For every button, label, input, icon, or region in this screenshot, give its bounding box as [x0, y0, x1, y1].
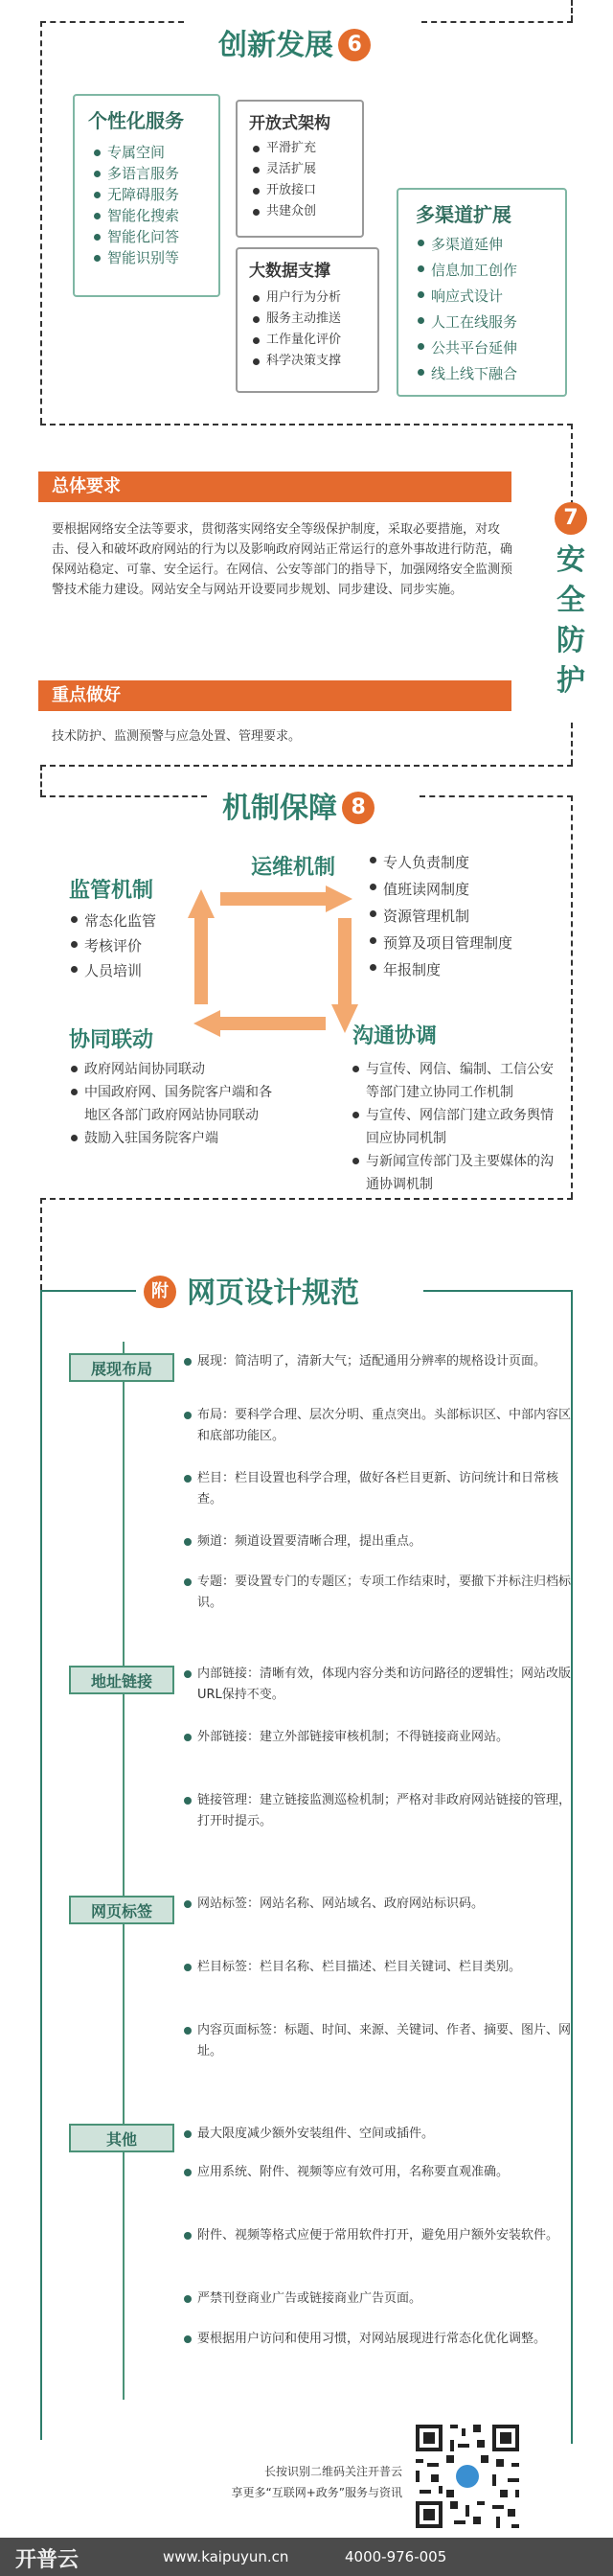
open-architecture-box: [236, 100, 364, 238]
operation-title: 运维机制: [251, 856, 336, 880]
timeline-line: [40, 765, 573, 767]
supervision-list: [69, 908, 156, 983]
caption-line: 长按识别二维码关注开普云: [263, 2465, 402, 2478]
tag-other: 其他: [69, 2124, 174, 2152]
footer-bar: [0, 2538, 613, 2576]
communication-title: 沟通协调: [352, 1024, 438, 1048]
list-item: 用户行为分析: [251, 288, 341, 309]
list-item: 无障碍服务: [92, 184, 179, 205]
timeline-line: [40, 795, 207, 797]
list-item: 平滑扩充: [251, 138, 316, 159]
section-number: 6: [338, 29, 371, 61]
side-char: 安: [556, 543, 585, 577]
footer-url[interactable]: www.kaipuyun.cn: [163, 2548, 289, 2565]
list-item: 鼓励入驻国务院客户端: [69, 1127, 280, 1150]
coordination-list: [69, 1058, 280, 1150]
list-item: 内容页面标签：标题、时间、来源、关键词、作者、摘要、图片、网址。: [182, 2020, 575, 2062]
list-item: 科学决策支撑: [251, 351, 341, 372]
communication-list: [351, 1058, 557, 1196]
list-item: 智能化搜索: [92, 205, 179, 226]
list-item: 值班读网制度: [368, 876, 512, 903]
list-item: 展现：简洁明了，清新大气；适配通用分辨率的规格设计页面。: [182, 1351, 575, 1372]
list-item: 内部链接：清晰有效，体现内容分类和访问路径的逻辑性；网站改版URL保持不变。: [182, 1664, 575, 1706]
timeline-line: [40, 1198, 42, 1290]
appendix-line-left-vertical: [40, 1290, 42, 2440]
overall-requirement-text: 要根据网络安全法等要求，贯彻落实网络安全等级保护制度，采取必要措施，对攻击、侵入和破坏政府网站的行为以及影响政府网站正常运行的意外事故进行防范，确保网站稳定、可靠、安全运行。在网信、公安等部门的指导下，加强网络安全监测预警技术能力建设。网站安全与网站开设要同步规划、同步建设、同步实施。: [52, 522, 513, 597]
appendix-line-right: [423, 1290, 573, 1292]
personal-service-box: [73, 94, 220, 297]
list-item: 年报制度: [368, 956, 512, 983]
list-item: 栏目：栏目设置也科学合理，做好各栏目更新、访问统计和日常核查。: [182, 1468, 575, 1510]
key-points-text: 技术防护、监测预警与应急处置、管理要求。: [52, 729, 302, 744]
section-number: 8: [342, 792, 375, 824]
appendix-badge: 附: [144, 1276, 176, 1308]
appendix-heading: [144, 1269, 359, 1311]
footer-phone[interactable]: 4000-976-005: [345, 2548, 447, 2565]
list-item: 服务主动推送: [251, 309, 341, 330]
list-item: 专人负责制度: [368, 849, 512, 876]
list-item: 布局：要科学合理、层次分明、重点突出。头部标识区、中部内容区和底部功能区。: [182, 1405, 575, 1447]
box-title: 个性化服务: [88, 109, 184, 132]
coordination-title: 协同联动: [69, 1028, 154, 1052]
list-item: 与新闻宣传部门及主要媒体的沟通协调机制: [351, 1150, 557, 1196]
list-item: 共建众创: [251, 201, 316, 222]
timeline-line: [40, 1198, 573, 1200]
footer-logo: 开普云: [15, 2548, 79, 2572]
list-item: 政府网站间协同联动: [69, 1058, 280, 1081]
qr-caption: [144, 2461, 402, 2503]
list-item: 应用系统、附件、视频等应有效可用，名称要直观准确。: [182, 2162, 575, 2183]
list-item: 工作量化评价: [251, 330, 341, 351]
mechanism-cycle-arrows: [182, 880, 364, 1043]
list-item: 栏目标签：栏目名称、栏目描述、栏目关键词、栏目类别。: [182, 1957, 575, 1978]
list-item: 与宣传、网信、编制、工信公安等部门建立协同工作机制: [351, 1058, 557, 1104]
list-item: 智能化问答: [92, 226, 179, 247]
list-item: 线上线下融合: [416, 361, 517, 387]
big-data-box: [236, 247, 379, 393]
list-item: 信息加工创作: [416, 258, 517, 284]
list-item: 专属空间: [92, 142, 179, 163]
tag-page-tags: 网页标签: [69, 1896, 174, 1924]
list-item: 严禁刊登商业广告或链接商业广告页面。: [182, 2288, 575, 2310]
list-item: 外部链接：建立外部链接审核机制；不得链接商业网站。: [182, 1727, 575, 1748]
list-item: 多渠道延伸: [416, 232, 517, 258]
list-item: 专题：要设置专门的专题区；专项工作结束时，要撤下并标注归档标识。: [182, 1572, 575, 1614]
section-title: 机制保障: [222, 792, 337, 825]
list-item: 智能识别等: [92, 247, 179, 268]
list-item: 常态化监管: [69, 908, 156, 933]
multi-channel-box: [397, 188, 567, 397]
list-item: 中国政府网、国务院客户端和各地区各部门政府网站协同联动: [69, 1081, 280, 1127]
box-title: 大数据支撑: [249, 262, 330, 281]
timeline-line: [571, 0, 573, 21]
appendix-spine: [123, 1342, 125, 2400]
side-char: 护: [556, 664, 585, 698]
list-item: 考核评价: [69, 933, 156, 958]
timeline-line: [421, 21, 573, 23]
side-char: 全: [556, 584, 585, 617]
list-item: 最大限度减少额外安装组件、空间或插件。: [182, 2124, 575, 2145]
supervision-title: 监管机制: [69, 879, 154, 903]
list-item: 开放接口: [251, 180, 316, 201]
timeline-line: [40, 765, 42, 795]
list-item: 网站标签：网站名称、网站域名、政府网站标识码。: [182, 1894, 575, 1915]
list-item: 预算及项目管理制度: [368, 930, 512, 956]
list-item: 频道：频道设置要清晰合理，提出重点。: [182, 1531, 575, 1552]
list-item: 链接管理：建立链接监测巡检机制；严格对非政府网站链接的管理，打开时提示。: [182, 1790, 575, 1832]
timeline-line: [571, 795, 573, 1198]
caption-line: 享更多“互联网+政务”服务与资讯: [231, 2486, 402, 2499]
list-item: 灵活扩展: [251, 159, 316, 180]
list-item: 多语言服务: [92, 163, 179, 184]
timeline-line: [571, 723, 573, 765]
list-item: 资源管理机制: [368, 903, 512, 930]
list-item: 要根据用户访问和使用习惯，对网站展现进行常态化优化调整。: [182, 2329, 575, 2350]
appendix-line-vertical: [571, 1290, 573, 2444]
timeline-line: [420, 795, 573, 797]
section-title: 创新发展: [218, 29, 333, 62]
list-item: 响应式设计: [416, 284, 517, 310]
list-item: 公共平台延伸: [416, 335, 517, 361]
appendix-title: 网页设计规范: [187, 1276, 360, 1310]
box-title: 多渠道扩展: [416, 203, 511, 226]
appendix-line-left: [40, 1290, 136, 1292]
list-item: 人工在线服务: [416, 310, 517, 335]
tag-layout: 展现布局: [69, 1353, 174, 1382]
timeline-line: [40, 21, 42, 424]
list-item: 与宣传、网信部门建立政务舆情回应协同机制: [351, 1104, 557, 1150]
section-number: 7: [555, 502, 587, 535]
list-item: 人员培训: [69, 958, 156, 983]
timeline-line: [40, 21, 184, 23]
section-8-heading: [222, 784, 375, 826]
list-item: 附件、视频等格式应便于常用软件打开，避免用户额外安装软件。: [182, 2225, 575, 2246]
section-7-side: [542, 502, 600, 702]
qr-code-image[interactable]: [412, 2421, 523, 2532]
key-points-bar: 重点做好: [38, 680, 511, 711]
tag-links: 地址链接: [69, 1666, 174, 1694]
timeline-line: [40, 424, 573, 426]
box-title: 开放式架构: [249, 114, 330, 133]
overall-requirement-bar: 总体要求: [38, 472, 511, 502]
section-6-heading: [218, 21, 371, 63]
operation-list: [368, 849, 512, 983]
side-char: 防: [556, 624, 585, 657]
